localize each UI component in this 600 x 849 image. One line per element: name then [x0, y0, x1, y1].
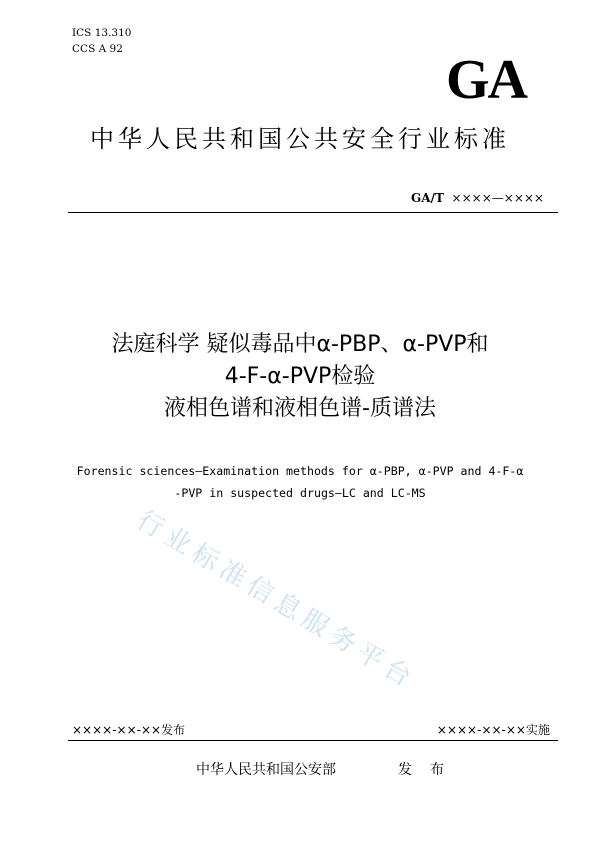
- standard-number-value: ××××—××××: [443, 191, 544, 205]
- title-zh-line-1: 法庭科学 疑似毒品中α-PBP、α-PVP和: [111, 332, 489, 357]
- top-divider: [68, 212, 558, 213]
- bottom-divider: [68, 740, 558, 741]
- ga-logo: GA: [446, 49, 526, 111]
- title-zh-line-3: 液相色谱和液相色谱-质谱法: [164, 396, 436, 421]
- ccs-code: CCS A 92: [72, 43, 123, 55]
- standard-prefix: GA/T: [411, 191, 444, 205]
- issue-date: ××××-××-××发布: [72, 723, 186, 737]
- publish-label: 发布: [398, 762, 462, 778]
- title-en-line-1: Forensic sciences—Examination methods for α-PBP, α-PVP and 4-F-α: [76, 464, 524, 478]
- watermark: 行业标准信息服务平台: [131, 505, 422, 696]
- publisher: 中华人民共和国公安部: [196, 762, 336, 778]
- title-en-line-2: -PVP in suspected drugs—LC and LC-MS: [174, 486, 426, 500]
- title-zh-line-2: 4-F-α-PVP检验: [224, 364, 376, 389]
- implement-date: ××××-××-××实施: [436, 723, 550, 737]
- standard-number: [411, 190, 544, 206]
- ics-code: ICS 13.310: [72, 27, 132, 39]
- org-title: 中华人民共和国公共安全行业标准: [90, 125, 510, 153]
